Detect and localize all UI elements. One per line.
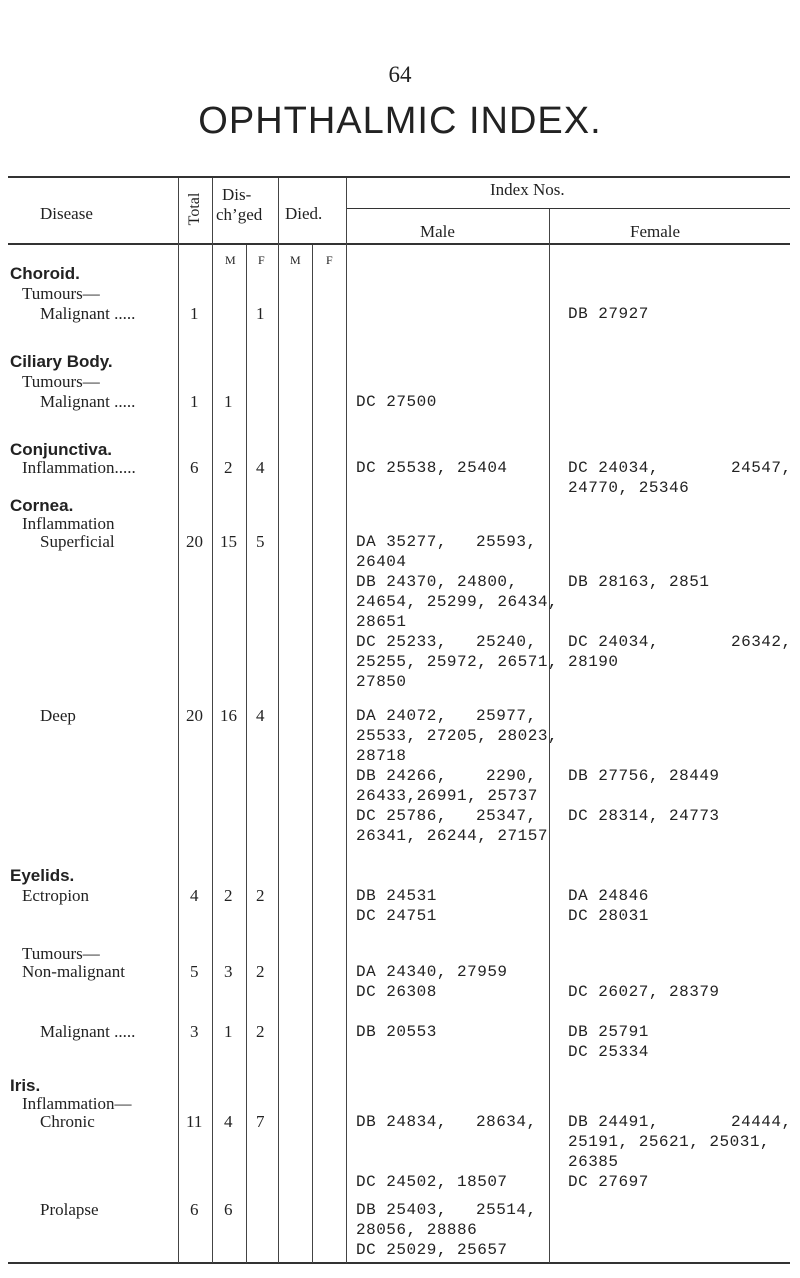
female-index: DB 28163, 2851 [568, 573, 710, 591]
male-index: DC 24502, 18507 [356, 1173, 508, 1191]
total-cell: 5 [190, 962, 199, 981]
male-index: DC 26308 [356, 983, 437, 1001]
female-index: 25191, 25621, 25031, [568, 1133, 771, 1151]
section-choroid: Choroid. [10, 264, 80, 283]
row-label: Malignant ..... [40, 1022, 136, 1041]
header-male: Male [420, 222, 455, 241]
row-label: Chronic [40, 1112, 95, 1131]
male-index: DB 24834, [356, 1113, 447, 1131]
row-label: Inflammation— [22, 1094, 132, 1113]
male-index: 27850 [356, 673, 407, 691]
table-top-rule [8, 176, 790, 178]
disch-f-cell: 5 [256, 532, 265, 551]
row-label: Tumours— [22, 372, 100, 391]
header-discharged-m: M [225, 253, 236, 267]
header-disease: Disease [40, 204, 93, 223]
male-index: DB 24370, 24800, [356, 573, 518, 591]
disch-m-cell: 4 [224, 1112, 233, 1131]
section-cornea: Cornea. [10, 496, 74, 515]
female-index: 24770, 25346 [568, 479, 690, 497]
male-index: 25347, [476, 807, 537, 825]
male-index: DB 25403, [356, 1201, 447, 1219]
disch-m-cell: 2 [224, 886, 233, 905]
male-index: DA 35277, [356, 533, 447, 551]
female-index: DC 25334 [568, 1043, 649, 1061]
female-index: DC 26027, 28379 [568, 983, 720, 1001]
header-discharged: Dis- [222, 185, 252, 204]
page-number: 64 [388, 62, 412, 87]
female-index: DC 24034, [568, 633, 659, 651]
page-title: OPHTHALMIC INDEX. [198, 100, 602, 142]
disch-m-cell: 1 [224, 1022, 233, 1041]
male-index: DC 24751 [356, 907, 437, 925]
total-cell: 20 [186, 532, 203, 551]
header-died-f: F [326, 253, 333, 267]
row-label: Malignant ..... [40, 392, 136, 411]
total-cell: 1 [190, 304, 199, 323]
section-conjunctiva: Conjunctiva. [10, 440, 113, 459]
male-index: 26341, 26244, 27157 [356, 827, 548, 845]
male-index: DB 24266, [356, 767, 447, 785]
male-index: 24654, 25299, 26434, [356, 593, 559, 611]
row-label: Malignant ..... [40, 304, 136, 323]
disch-f-cell: 4 [256, 458, 265, 477]
header-died: Died. [285, 204, 323, 223]
female-index: DB 24491, [568, 1113, 659, 1131]
male-index: DC 25029, 25657 [356, 1241, 508, 1259]
row-label: Inflammation..... [22, 458, 136, 477]
disch-m-cell: 6 [224, 1200, 233, 1219]
male-index: DB 24531 [356, 887, 437, 905]
male-index: 28651 [356, 613, 407, 631]
disch-m-cell: 16 [220, 706, 237, 725]
male-index: 25240, [476, 633, 537, 651]
row-label: Prolapse [40, 1200, 99, 1219]
header-discharged-2: ch’ged [216, 205, 263, 224]
male-index: DB 20553 [356, 1023, 437, 1041]
female-index: DC 24034, [568, 459, 659, 477]
col-rule-total-left [178, 178, 179, 1263]
disch-f-cell: 2 [256, 886, 265, 905]
male-index: 25977, [476, 707, 537, 725]
male-index: 28056, 28886 [356, 1221, 478, 1239]
total-cell: 20 [186, 706, 203, 725]
male-index: DC 25538, 25404 [356, 459, 508, 477]
female-index: DB 25791 [568, 1023, 649, 1041]
disch-m-cell: 2 [224, 458, 233, 477]
female-index: 28190 [568, 653, 619, 671]
female-index: 24444, [731, 1113, 792, 1131]
female-index: DB 27927 [568, 305, 649, 323]
female-index: DC 28314, 24773 [568, 807, 720, 825]
section-ciliary-body: Ciliary Body. [10, 352, 113, 371]
header-index-nos: Index Nos. [490, 180, 565, 199]
header-discharged-f: F [258, 253, 265, 267]
index-nos-rule [347, 208, 790, 209]
total-cell: 4 [190, 886, 199, 905]
female-index: 26342, [731, 633, 792, 651]
section-eyelids: Eyelids. [10, 866, 75, 885]
row-label: Ectropion [22, 886, 90, 905]
total-cell: 6 [190, 1200, 199, 1219]
male-index: 2290, [486, 767, 537, 785]
female-index: DB 27756, 28449 [568, 767, 720, 785]
male-index: 26433,26991, 25737 [356, 787, 538, 805]
header-total: Total [186, 192, 203, 226]
header-bottom-rule [8, 243, 790, 245]
male-index: DA 24072, [356, 707, 447, 725]
row-label: Inflammation [22, 514, 115, 533]
male-index: DC 27500 [356, 393, 437, 411]
disch-f-cell: 1 [256, 304, 265, 323]
disch-m-cell: 1 [224, 392, 233, 411]
disch-f-cell: 7 [256, 1112, 265, 1131]
disch-m-cell: 3 [224, 962, 233, 981]
male-index: DC 25786, [356, 807, 447, 825]
header-female: Female [630, 222, 681, 241]
male-index: 25255, 25972, 26571, [356, 653, 559, 671]
male-index: DC 25233, [356, 633, 447, 651]
section-iris: Iris. [10, 1076, 41, 1095]
total-cell: 11 [186, 1112, 203, 1131]
col-rule-disch-mid [246, 245, 247, 1263]
total-cell: 6 [190, 458, 199, 477]
row-label: Deep [40, 706, 76, 725]
row-label: Superficial [40, 532, 115, 551]
total-cell: 1 [190, 392, 199, 411]
male-index: 28634, [476, 1113, 537, 1131]
female-index: 26385 [568, 1153, 619, 1171]
male-index: 25533, 27205, 28023, [356, 727, 559, 745]
male-index: 25593, [476, 533, 537, 551]
col-rule-died-mid [312, 245, 313, 1263]
table-bottom-rule [8, 1262, 790, 1264]
male-index: 26404 [356, 553, 407, 571]
female-index: DC 27697 [568, 1173, 649, 1191]
female-index: 24547, [731, 459, 792, 477]
male-index: DA 24340, 27959 [356, 963, 508, 981]
female-index: DC 28031 [568, 907, 649, 925]
col-rule-disch-right [278, 178, 279, 1263]
col-rule-died-right [346, 178, 347, 1263]
row-label: Tumours— [22, 944, 100, 963]
disch-f-cell: 4 [256, 706, 265, 725]
col-rule-total-right [212, 178, 213, 1263]
disch-f-cell: 2 [256, 962, 265, 981]
disch-m-cell: 15 [220, 532, 237, 551]
disch-f-cell: 2 [256, 1022, 265, 1041]
row-label: Non-malignant [22, 962, 125, 981]
total-cell: 3 [190, 1022, 199, 1041]
header-died-m: M [290, 253, 301, 267]
male-index: 25514, [476, 1201, 537, 1219]
row-label: Tumours— [22, 284, 100, 303]
male-index: 28718 [356, 747, 407, 765]
female-index: DA 24846 [568, 887, 649, 905]
